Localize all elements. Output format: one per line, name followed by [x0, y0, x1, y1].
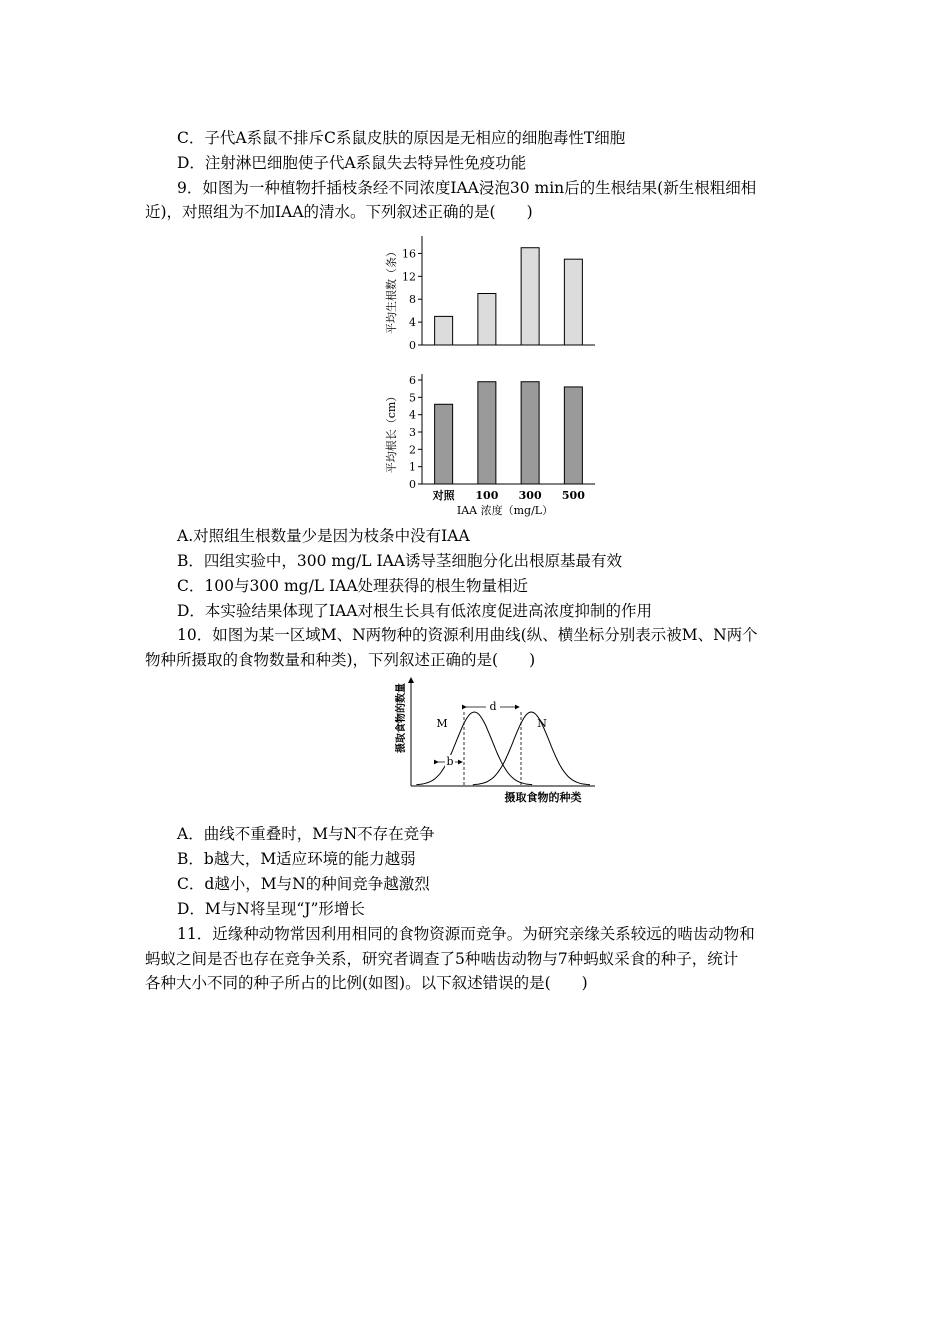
bar-100 — [478, 294, 496, 346]
q10-option-b: B．b越大，M适应环境的能力越弱 — [177, 850, 416, 868]
root-length-y-axis-label: 平均根长（cm） — [385, 390, 398, 474]
resource-utilization-curves — [390, 674, 600, 809]
curves-x-axis-label: 摄取食物的种类 — [504, 791, 582, 804]
y-tick-label: 4 — [409, 316, 416, 330]
q8-option-d: D．注射淋巴细胞使子代A系鼠失去特异性免疫功能 — [177, 154, 527, 172]
y-tick-label: 1 — [409, 460, 416, 474]
bar-300 — [521, 382, 539, 484]
y-tick-label: 4 — [409, 408, 416, 422]
root-length-bar-chart — [380, 370, 610, 520]
q11-stem-line3: 各种大小不同的种子所占的比例(如图)。以下叙述错误的是( ) — [145, 974, 588, 992]
y-tick-label: 0 — [409, 339, 416, 352]
bar-对照 — [435, 316, 453, 345]
y-tick-label: 5 — [409, 391, 416, 405]
y-tick-label: 2 — [409, 443, 416, 457]
q11-stem-line1: 11．近缘种动物常因利用相同的食物资源而竞争。为研究亲缘关系较远的啮齿动物和 — [177, 925, 755, 943]
y-tick-label: 3 — [409, 426, 416, 439]
curve-m-label: M — [436, 717, 448, 730]
curve-m — [416, 712, 532, 785]
q10-option-c: C．d越小，M与N的种间竞争越激烈 — [177, 875, 430, 893]
root-count-y-axis-label: 平均生根数（条） — [385, 246, 398, 334]
category-label: 300 — [518, 489, 542, 502]
q10-option-a: A．曲线不重叠时，M与N不存在竞争 — [177, 825, 435, 843]
bar-500 — [564, 259, 582, 345]
curve-n — [473, 712, 590, 785]
y-tick-label: 6 — [409, 374, 416, 387]
q11-stem-line2: 蚂蚁之间是否也存在竞争关系，研究者调查了5种啮齿动物与7种蚂蚁采食的种子，统计 — [145, 950, 739, 968]
q8-option-c: C．子代A系鼠不排斥C系鼠皮肤的原因是无相应的细胞毒性T细胞 — [177, 129, 626, 147]
q9-option-b: B．四组实验中，300 mg/L IAA诱导茎细胞分化出根原基最有效 — [177, 552, 622, 570]
category-label: 500 — [561, 489, 585, 502]
y-tick-label: 8 — [409, 293, 416, 307]
curves-y-axis-label: 摄取食物的数量 — [396, 683, 407, 753]
y-tick-label: 0 — [409, 478, 416, 491]
bar-300 — [521, 248, 539, 345]
bar-100 — [478, 382, 496, 484]
y-tick-label: 16 — [402, 247, 416, 261]
q9-stem-line1: 9．如图为一种植物扦插枝条经不同浓度IAA浸泡30 min后的生根结果(新生根粗细相 — [177, 179, 757, 197]
q9-option-d: D．本实验结果体现了IAA对根生长具有低浓度促进高浓度抑制的作用 — [177, 602, 652, 620]
b-label: b — [446, 755, 454, 768]
bar-对照 — [435, 404, 453, 484]
q9-option-c: C．100与300 mg/L IAA处理获得的根生物量相近 — [177, 577, 529, 595]
d-label: d — [489, 700, 497, 713]
q9-option-a: A.对照组生根数量少是因为枝条中没有IAA — [177, 527, 470, 545]
category-label: 100 — [475, 489, 499, 502]
bar-500 — [564, 387, 582, 484]
y-tick-label: 12 — [402, 270, 416, 284]
q10-stem-line2: 物种所摄取的食物数量和种类)，下列叙述正确的是( ) — [145, 651, 536, 669]
category-label: 对照 — [432, 489, 455, 502]
curve-n-label: N — [537, 717, 547, 730]
root-count-bar-chart — [380, 228, 610, 353]
q10-stem-line1: 10．如图为某一区域M、N两物种的资源利用曲线(纵、横坐标分别表示被M、N两个 — [177, 626, 758, 644]
q9-stem-line2: 近)，对照组为不加IAA的清水。下列叙述正确的是( ) — [145, 203, 533, 221]
q10-option-d: D．M与N将呈现“J”形增长 — [177, 900, 365, 918]
root-length-x-axis-label: IAA 浓度（mg/L） — [456, 504, 554, 517]
